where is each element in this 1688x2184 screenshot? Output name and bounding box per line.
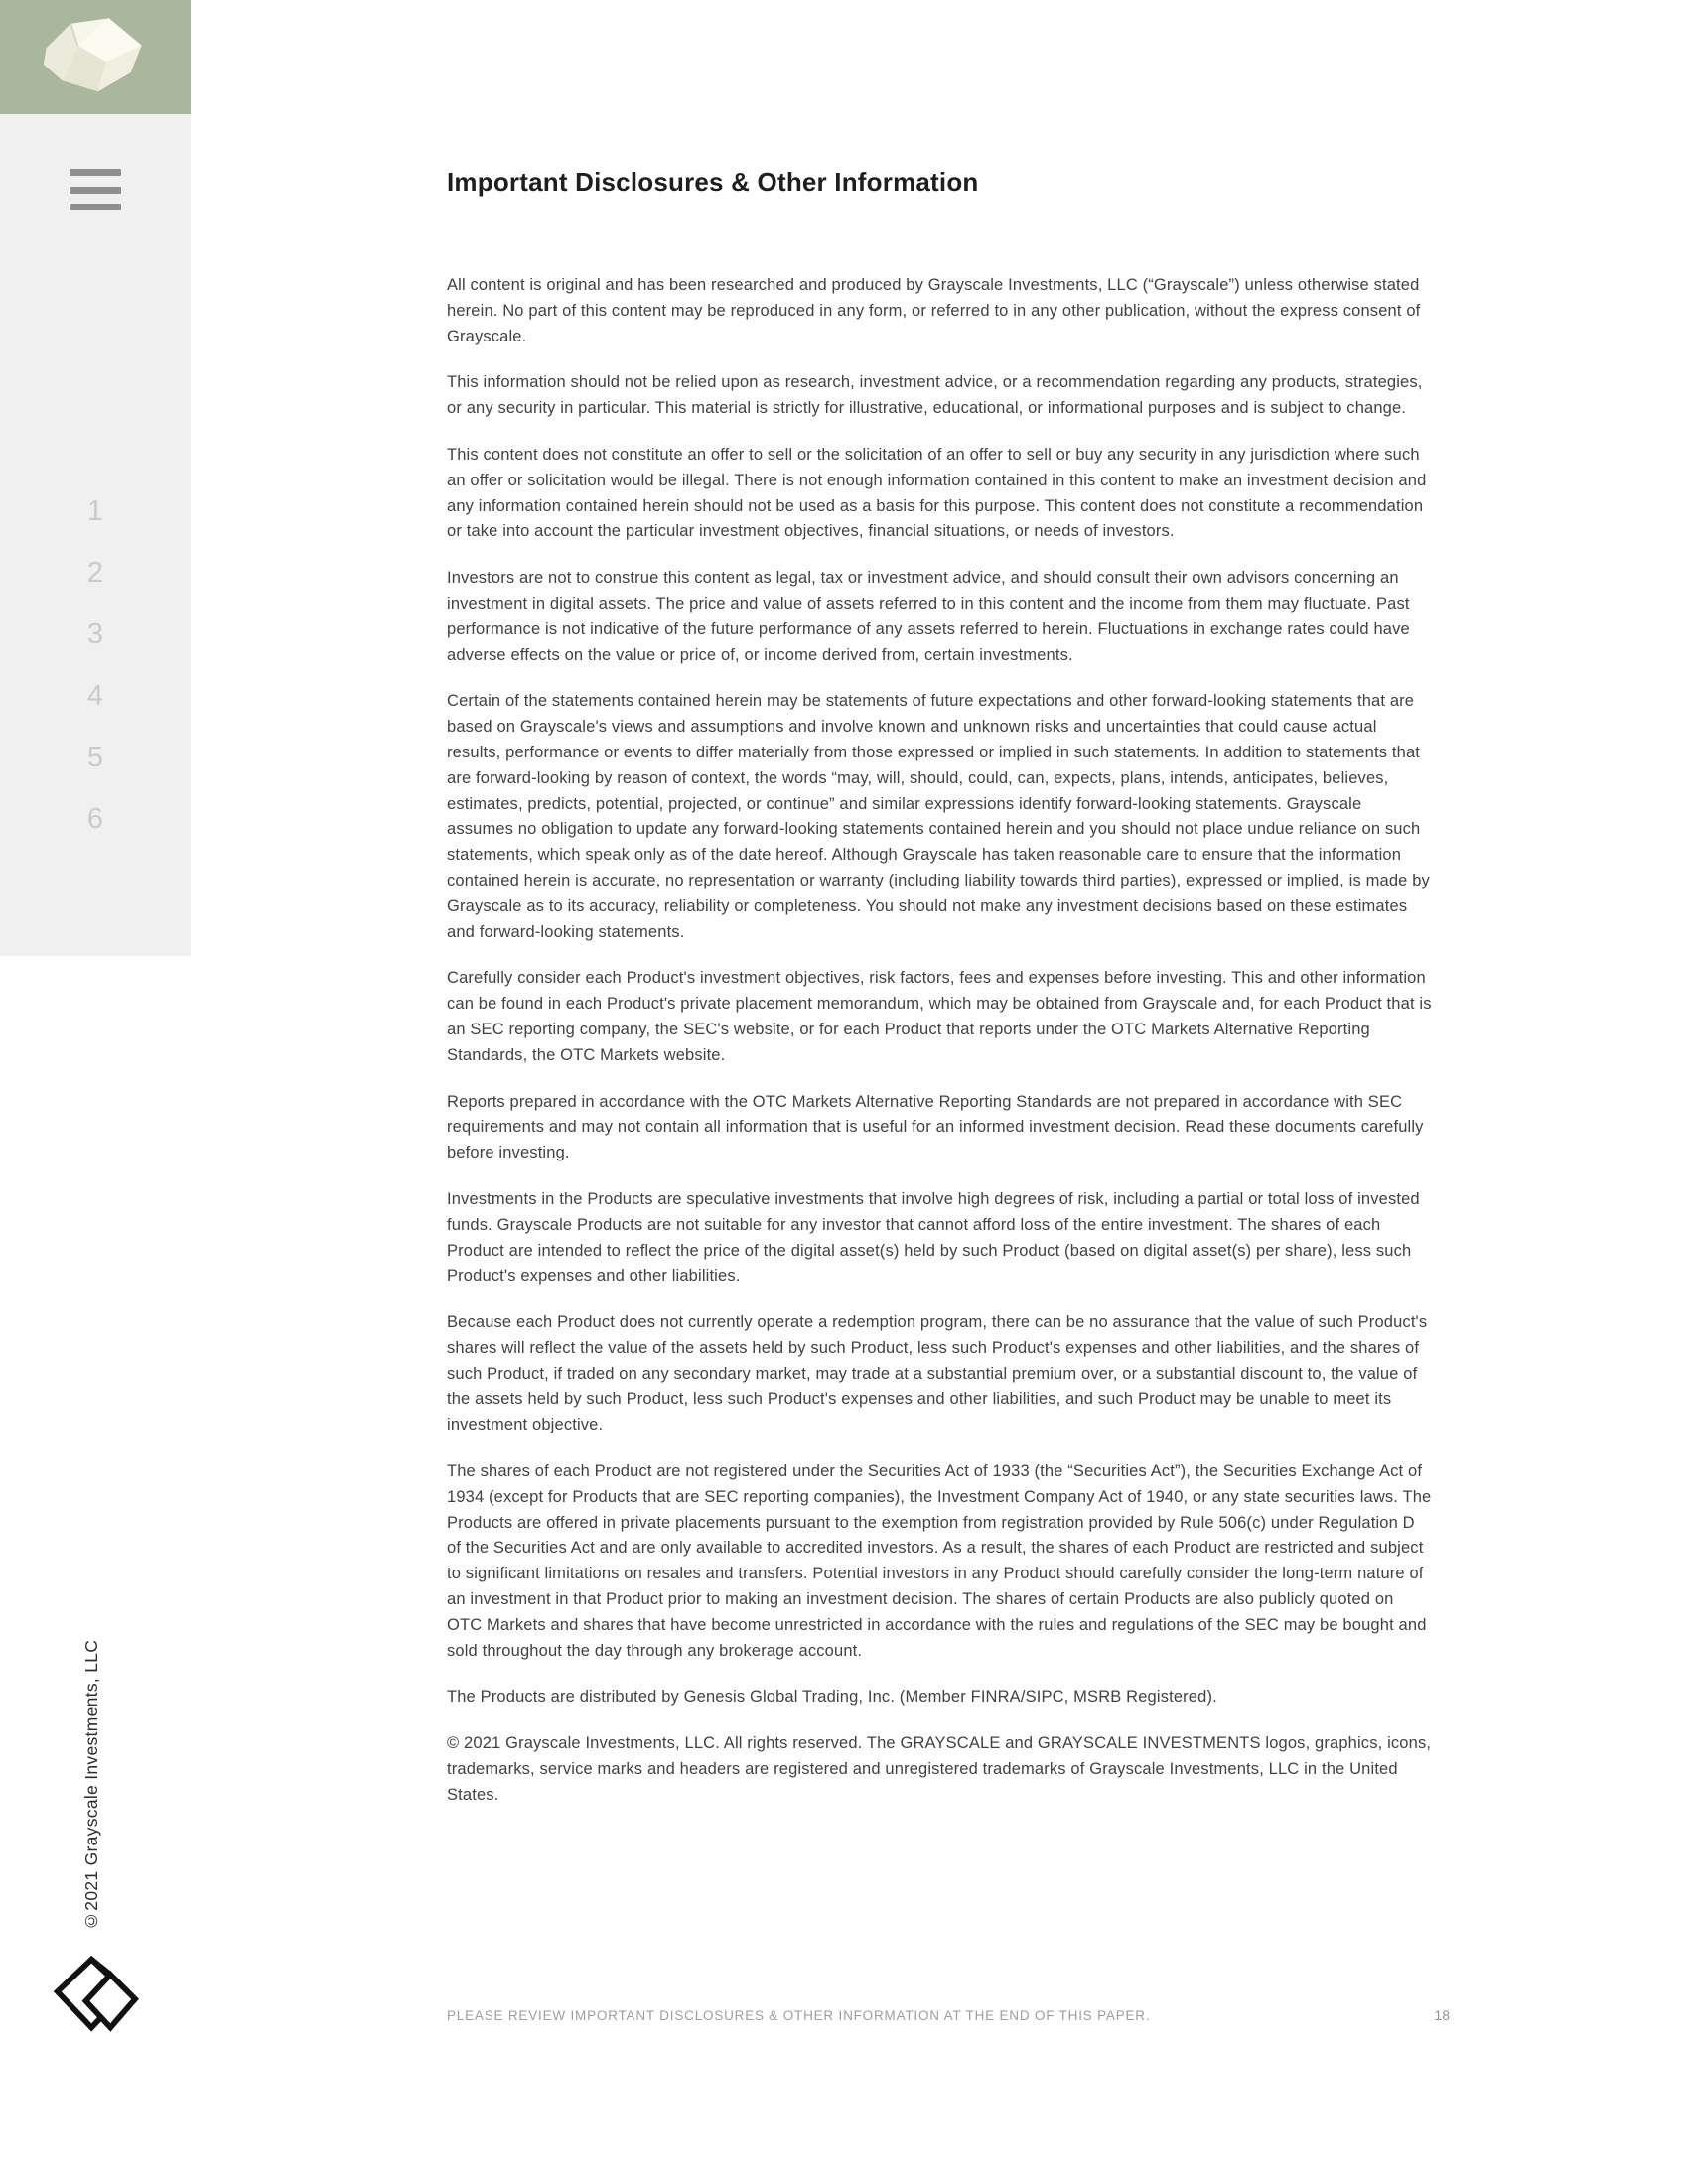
disclosure-paragraph: Carefully consider each Product's investment objectives, risk factors, fees and expenses before investing. This and other information can be found in each Product's private placement memorandum, which may be obtained from Grayscale and, for each Product that is an SEC reporting company, the SEC's website, or for each Product that reports under the OTC Markets Alternative Reporting Standards, the OTC Markets website. (447, 969, 1432, 1064)
grayscale-diamond-logo-icon (52, 1954, 139, 2037)
disclosure-paragraph: Investors are not to construe this content as legal, tax or investment advice, and should consult their own advisors concerning an investment in digital assets. The price and value of assets referred to in this content and the income from them may fluctuate. Past performance is not indicative of the future performance of any assets referred to herein. Fluctuations in exchange rates could have adverse effects on the value or price of, or income derived from, certain investments. (447, 569, 1410, 664)
disclosure-paragraph: This information should not be relied upon as research, investment advice, or a recommendation regarding any products, strategies, or any security in particular. This material is strictly for illustrative, educational, or informational purposes and is subject to change. (447, 373, 1423, 418)
main-content (447, 167, 1432, 1830)
page-title: Important Disclosures & Other Information (447, 167, 979, 197)
disclosure-paragraph: The shares of each Product are not registered under the Securities Act of 1933 (the “Securities Act”), the Securities Exchange Act of 1934 (except for Products that are SEC reporting companies), the Investment Company Act of 1940, or any state securities laws. The Products are offered in private placements pursuant to the exemption from registration provided by Rule 506(c) under Regulation D of the Securities Act and are only available to accredited investors. As a result, the shares of each Product are restricted and subject to significant limitations on resales and transfers. Potential investors in any Product should carefully consider the long-term nature of an investment in that Product prior to making an investment decision. The shares of certain Products are also publicly quoted on OTC Markets and shares that have become unrestricted in accordance with the rules and regulations of the SEC may be bought and sold throughout the day through any brokerage account. (447, 1462, 1432, 1660)
page-footer (447, 2007, 1450, 2023)
disclosure-paragraph: Certain of the statements contained herein may be statements of future expectations and other forward-looking statements that are based on Grayscale's views and assumptions and involve known and unknown risks and uncertainties that could cause actual results, performance or events to differ materially from those expressed or implied in such statements. In addition to statements that are forward-looking by reason of context, the words “may, will, should, could, can, expects, plans, intends, anticipates, believes, estimates, predicts, potential, projected, or continue” and similar expressions identify forward-looking statements. Grayscale assumes no obligation to update any forward-looking statements contained herein and you should not place undue reliance on such statements, which speak only as of the date hereof. Although Grayscale has taken reasonable care to ensure that the information contained herein is accurate, no representation or warranty (including liability towards third parties), expressed or implied, is made by Grayscale as to its accuracy, reliability or completeness. You should not make any investment decisions based on these estimates and forward-looking statements. (447, 692, 1430, 941)
page-nav-item-3[interactable]: 3 (86, 618, 104, 650)
page-number: 18 (1434, 2007, 1450, 2023)
page-nav-item-6[interactable]: 6 (86, 803, 104, 835)
hamburger-bar (70, 169, 121, 176)
disclosure-paragraph: © 2021 Grayscale Investments, LLC. All rights reserved. The GRAYSCALE and GRAYSCALE INVESTMENTS logos, graphics, icons, trademarks, service marks and headers are registered and unregistered trademarks of Grayscale Investments, LLC in the United States. (447, 1734, 1432, 1804)
disclosure-paragraph: The Products are distributed by Genesis Global Trading, Inc. (Member FINRA/SIPC, MSRB Registered). (447, 1688, 1217, 1706)
disclosure-paragraph: This content does not constitute an offer to sell or the solicitation of an offer to sell or buy any security in any jurisdiction where such an offer or solicitation would be illegal. There is not enough information contained in this content to make an investment decision and any information contained herein should not be used as a basis for this purpose. This content does not constitute a recommendation or take into account the particular investment objectives, financial situations, or needs of investors. (447, 445, 1427, 541)
page-nav-item-5[interactable]: 5 (86, 742, 104, 773)
brand-header-block (0, 0, 191, 114)
hamburger-bar (70, 204, 121, 210)
disclosure-paragraph: Because each Product does not currently operate a redemption program, there can be no assurance that the value of such Product's shares will reflect the value of the assets held by such Product, less such Product's expenses and other liabilities, and the shares of such Product, if traded on any secondary market, may trade at a substantial premium over, or a substantial discount to, the value of the assets held by such Product, less such Product's expenses and other liabilities, and such Product may be unable to meet its investment objective. (447, 1313, 1428, 1434)
vertical-copyright-label: ©2021 Grayscale Investments, LLC (81, 1639, 101, 1931)
hamburger-menu-icon[interactable] (70, 169, 121, 210)
crystal-rock-icon (21, 10, 170, 105)
footer-disclaimer: PLEASE REVIEW IMPORTANT DISCLOSURES & OTHER INFORMATION AT THE END OF THIS PAPER. (447, 2008, 1151, 2023)
disclosure-paragraph: All content is original and has been researched and produced by Grayscale Investments, LLC (“Grayscale”) unless otherwise stated herein. No part of this content may be reproduced in any form, or referred to in any other publication, without the express consent of Grayscale. (447, 276, 1421, 345)
hamburger-bar (70, 187, 121, 194)
page-nav-item-1[interactable]: 1 (86, 495, 104, 527)
page-nav-item-4[interactable]: 4 (86, 680, 104, 712)
section-page-nav (0, 496, 191, 834)
disclosure-paragraph: Reports prepared in accordance with the OTC Markets Alternative Reporting Standards are not prepared in accordance with SEC requirements and may not contain all information that is useful for an informed investment decision. Read these documents carefully before investing. (447, 1092, 1424, 1162)
page-nav-item-2[interactable]: 2 (86, 557, 104, 589)
disclosure-paragraph: Investments in the Products are speculative investments that involve high degrees of risk, including a partial or total loss of invested funds. Grayscale Products are not suitable for any investor that cannot afford loss of the entire investment. The shares of each Product are intended to reflect the price of the digital asset(s) held by such Product (based on digital asset(s) per share), less such Product's expenses and other liabilities. (447, 1189, 1420, 1286)
